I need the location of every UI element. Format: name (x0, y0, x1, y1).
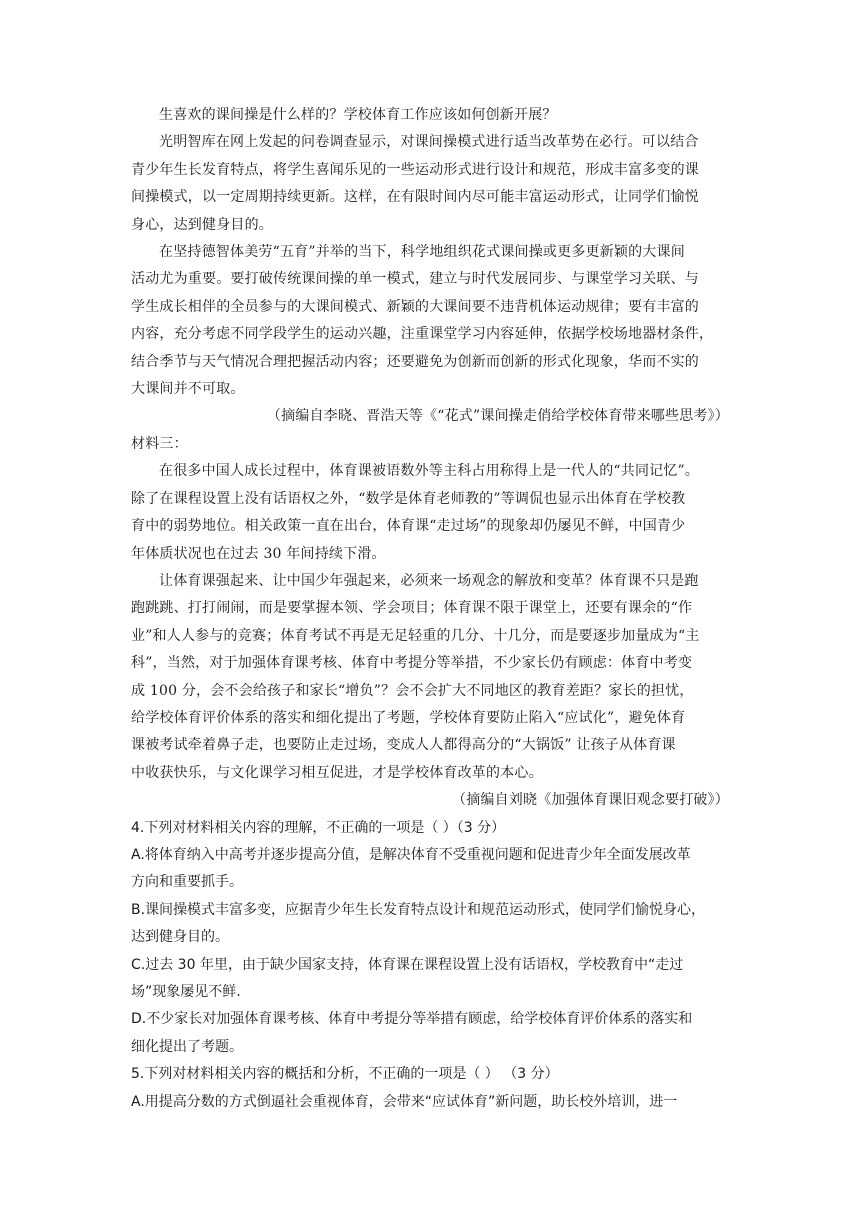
section-heading: 材料三： (131, 435, 188, 452)
text-line: 科”，当然，对于加强体育课考核、体育中考提分等举措，不少家长仍有顾虑：体育中考变 (131, 655, 693, 672)
source-citation: （摘编自刘晓《加强体育课旧观念要打破》） (452, 792, 729, 809)
text-line: 年体质状况也在过去 30 年间持续下滑。 (131, 545, 386, 562)
question-stem: 4.下列对材料相关内容的理解，不正确的一项是（ ）（3 分） (131, 819, 506, 836)
text-line: 活动尤为重要。要打破传统课间操的单一模式，建立与时代发展同步、与课堂学习关联、与 (131, 271, 699, 288)
text-line: 生喜欢的课间操是什么样的？学校体育工作应该如何创新开展？ (159, 107, 557, 123)
text-line: 学生成长相伴的全员参与的大课间模式、新颖的大课间要不违背机体运动规律；要有丰富的 (131, 298, 699, 315)
option-d-continued: 细化提出了考题。 (131, 1038, 243, 1055)
option-b-continued: 达到健身目的。 (131, 929, 229, 946)
option-d: D.不少家长对加强体育课考核、体育中考提分等举措有顾虑，给学校体育评价体系的落实和 (131, 1011, 693, 1028)
text-line: 除了在课程设置上没有话语权之外，“数学是体育老师教的”等调侃也显示出体育在学校教 (131, 490, 686, 507)
text-line: 育中的弱势地位。相关政策一直在出台，体育课“走过场”的现象却仍屡见不鲜，中国青少 (131, 518, 686, 535)
text-line: 跑跳跳、打打闹闹，而是要掌握本领、学会项目；体育课不限于课堂上，还要有课余的“作 (131, 600, 693, 617)
text-line: 给学校体育评价体系的落实和细化提出了考题，学校体育要防止陷入“应试化”，避免体育 (131, 709, 686, 726)
text-line: 成 100 分，会不会给孩子和家长“增负”？会不会扩大不同地区的教育差距？家长的担忧， (131, 682, 694, 699)
text-line: 内容，充分考虑不同学段学生的运动兴趣，注重课堂学习内容延伸，依据学校场地器材条件， (131, 326, 714, 343)
option-c: C.过去 30 年里，由于缺少国家支持，体育课在课程设置上没有话语权，学校教育中“走过 (131, 956, 684, 973)
text-line: 大课间并不可取。 (131, 381, 245, 398)
option-c-continued: 场”现象屡见不鲜. (131, 984, 241, 1000)
option-b: B.课间操模式丰富多变，应据青少年生长发育特点设计和规范运动形式，使同学们愉悦身心， (131, 901, 706, 918)
text-line: 让体育课强起来、让中国少年强起来，必须来一场观念的解放和变革？体育课不只是跑 (159, 572, 699, 589)
text-line: 业”和人人参与的竞赛；体育考试不再是无足轻重的几分、十几分，而是要逐步加量成为“主 (131, 627, 700, 644)
text-line: 在坚持德智体美劳“五育”并举的当下，科学地组织花式课间操或更多更新颖的大课间 (159, 244, 685, 261)
option-a: A.用提高分数的方式倒逼社会重视体育，会带来“应试体育”新问题，助长校外培训，进一 (131, 1093, 678, 1110)
text-line: 光明智库在网上发起的问卷调查显示，对课间操模式进行适当改革势在必行。可以结合 (159, 134, 699, 151)
option-a-continued: 方向和重要抓手。 (131, 874, 243, 891)
option-a: A.将体育纳入中高考并逐步提高分值，是解决体育不受重视问题和促进青少年全面发展改革 (131, 846, 691, 863)
text-line: 结合季节与天气情况合理把握活动内容；还要避免为创新而创新的形式化现象，华而不实的 (131, 353, 699, 370)
question-stem: 5.下列对材料相关内容的概括和分析，不正确的一项是（ ） （3 分） (131, 1066, 559, 1083)
text-line: 身心，达到健身目的。 (131, 216, 273, 233)
text-line: 中收获快乐，与文化课学习相互促进，才是学校体育改革的本心。 (131, 764, 543, 781)
text-line: 青少年生长发育特点，将学生喜闻乐见的一些运动形式进行设计和规范，形成丰富多变的课 (131, 161, 699, 178)
text-line: 在很多中国人成长过程中，体育课被语数外等主科占用称得上是一代人的“共同记忆”。 (159, 463, 700, 480)
text-line: 间操模式，以一定周期持续更新。这样，在有限时间内尽可能丰富运动形式，让同学们愉悦 (131, 189, 699, 206)
text-line: 课被考试牵着鼻子走，也要防止走过场，变成人人都得高分的“大锅饭” 让孩子从体育课 (131, 737, 676, 754)
document-body (131, 102, 729, 1116)
source-citation: （摘编自李晓、晋浩天等《“花式”课间操走俏给学校体育带来哪些思考》） (266, 408, 729, 425)
